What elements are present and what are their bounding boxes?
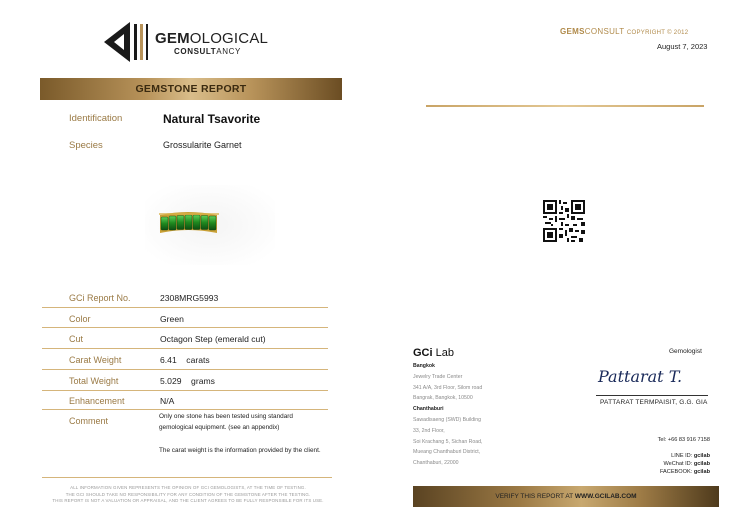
identification-label: Identification xyxy=(69,113,123,124)
disclaimer: ALL INFORMATION GIVEN REPRESENTS THE OPINION OF GCI GEMOLOGISTS, AT THE TIME OF TESTING. THE GCI SHOULD TAKE NO RESPONSIBILITY FOR ANY CONDITION OF THE GEMSTONE AFTER THE TESTING. THIS REPORT IS NOT A VALUATION OR APPRAISAL, AND THE CLIENT AGREES TO BE FULLY RESPONSIBLE FOR ITS USE. xyxy=(52,485,324,503)
color-label: Color xyxy=(69,314,91,324)
brand-subtitle: CONSULTANCY xyxy=(174,47,241,56)
header-divider xyxy=(426,105,704,107)
color-value: Green xyxy=(160,314,184,324)
row-divider xyxy=(42,327,328,328)
report-no-label: GCi Report No. xyxy=(69,293,131,303)
signature-line xyxy=(596,395,708,396)
gem-ring-photo xyxy=(145,185,275,265)
gemologist-title: Gemologist xyxy=(669,348,702,355)
row-divider xyxy=(42,390,328,391)
svg-text:Pattarat T.: Pattarat T. xyxy=(598,367,683,386)
report-no-value: 2308MRG5993 xyxy=(160,293,219,303)
lab-name: GCi Lab xyxy=(413,347,454,359)
qr-code-icon[interactable] xyxy=(543,200,585,242)
gemologist-name: PATTARAT TERMPAISIT, G.G. GIA xyxy=(600,399,708,406)
brand-name: GEMOLOGICAL xyxy=(155,30,269,47)
gemologist-signature xyxy=(596,360,696,390)
row-divider xyxy=(42,348,328,349)
report-date: August 7, 2023 xyxy=(657,42,708,51)
comment-line-1: Only one stone has been tested using standard xyxy=(159,413,293,420)
gemsconsult-header: GEMSCONSULT COPYRIGHT © 2012 xyxy=(560,27,689,36)
comment-label: Comment xyxy=(69,416,109,426)
species-label: Species xyxy=(69,140,103,151)
cut-label: Cut xyxy=(69,334,84,344)
identification-value: Natural Tsavorite xyxy=(163,112,261,126)
row-divider xyxy=(42,307,328,308)
verify-report-link[interactable]: VERIFY THIS REPORT AT WWW.GCILAB.COM xyxy=(413,486,719,507)
row-divider xyxy=(42,409,328,410)
enhancement-label: Enhancement xyxy=(69,396,125,406)
carat-weight-value: 6.41 carats xyxy=(160,355,210,365)
comment-line-2: gemological equipment. (see an appendix) xyxy=(159,424,280,431)
contact-tel: Tel: +66 83 916 7158 xyxy=(657,437,710,443)
carat-weight-label: Carat Weight xyxy=(69,355,122,365)
report-title: GEMSTONE REPORT xyxy=(40,78,342,100)
row-divider xyxy=(42,369,328,370)
contact-line: LINE ID: gcilab xyxy=(671,453,710,459)
total-weight-label: Total Weight xyxy=(69,376,119,386)
contact-wechat: WeChat ID: gcilab xyxy=(663,461,710,467)
enhancement-value: N/A xyxy=(160,396,175,406)
gem-logo-icon xyxy=(104,22,150,62)
species-value: Grossularite Garnet xyxy=(163,140,242,150)
total-weight-value: 5.029 grams xyxy=(160,376,215,386)
cut-value: Octagon Step (emerald cut) xyxy=(160,334,266,344)
contact-facebook: FACEBOOK: gcilab xyxy=(659,469,710,475)
bottom-divider xyxy=(42,477,332,478)
lab-address: Bangkok Jewelry Trade Center 341 A/A, 3rd Floor, Silom road Bangrak, Bangkok, 10500 Chanthaburi Sawadisaeng (SWD) Building 33, 2nd Floor, Soi Krachang 5, Sichan Road, Mueang Chanthaburi District, Chanthaburi, 22000 xyxy=(413,363,483,467)
comment-line-3: The carat weight is the information provided by the client. xyxy=(159,447,321,454)
